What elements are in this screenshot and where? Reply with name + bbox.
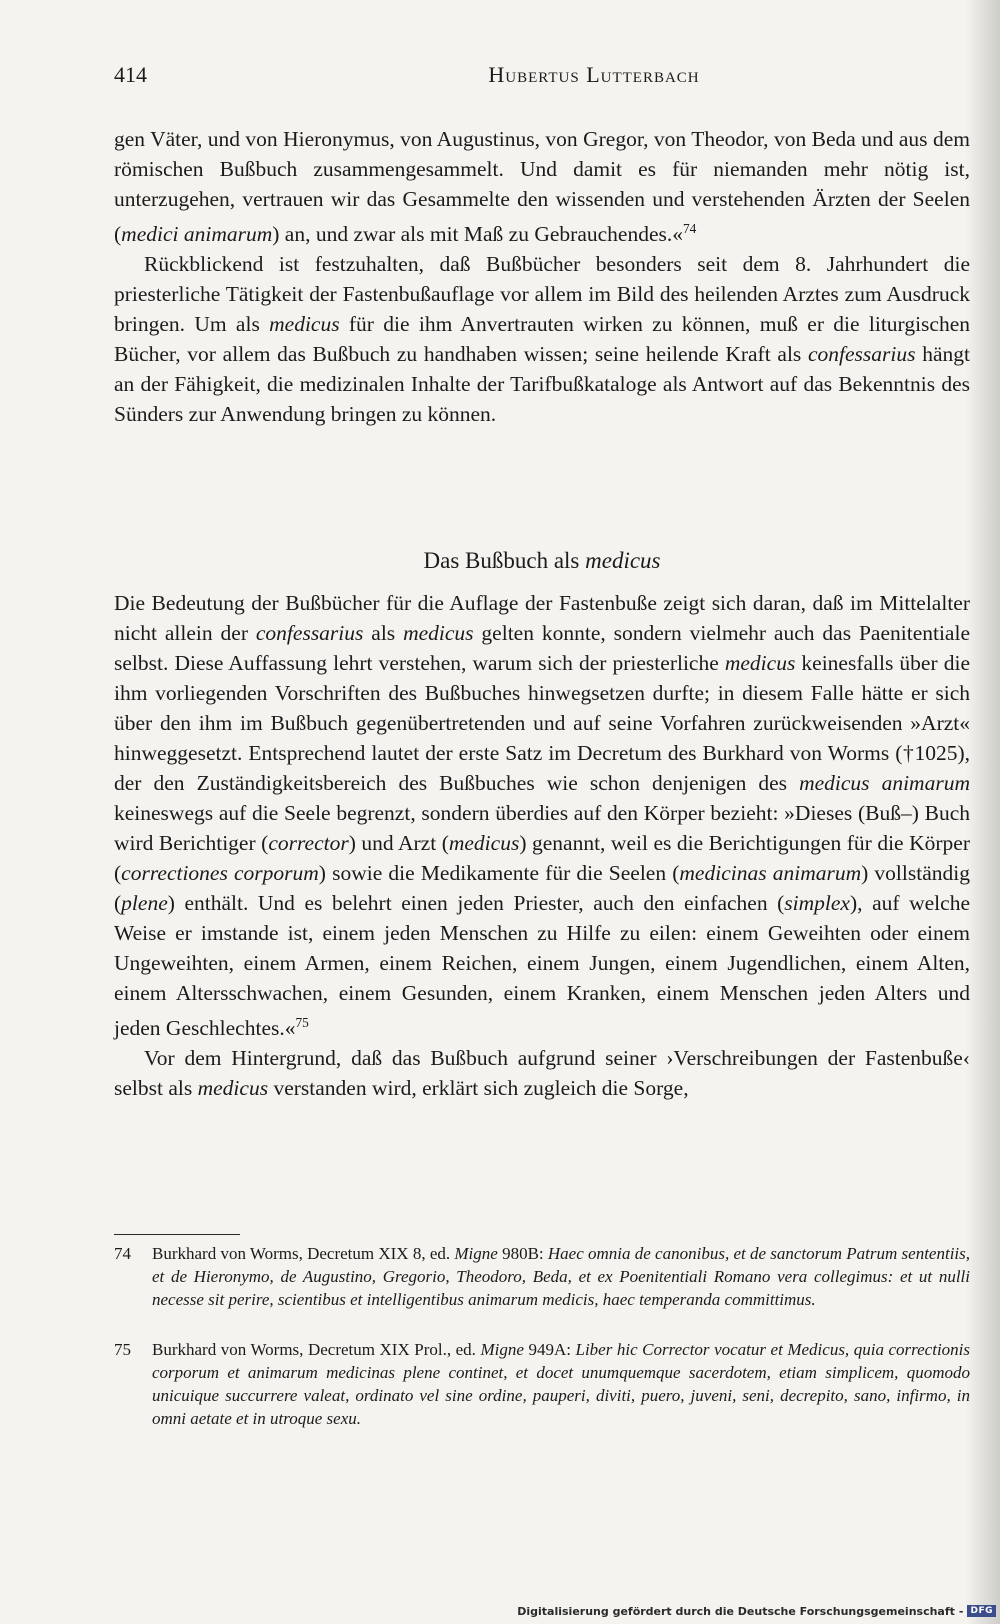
digitization-notice: Digitalisierung gefördert durch die Deutsche Forschungsgemeinschaft - DFG	[517, 1602, 996, 1620]
italic-run: medicus	[403, 621, 474, 645]
italic-run: confessarius	[808, 342, 916, 367]
running-head: Hubertus Lutterbach	[488, 62, 700, 87]
text-run: als	[363, 621, 404, 645]
italic-run: medicus	[197, 1076, 269, 1101]
footnote-75	[114, 1338, 970, 1430]
paragraph	[114, 588, 970, 1043]
footnote-text	[152, 1338, 970, 1430]
italic-run: simplex	[784, 891, 850, 915]
text-run: Das Bußbuch als	[423, 548, 586, 573]
text-run: ) genannt, weil es die Berichtigungen für die Körper (	[114, 831, 970, 885]
italic-run: medicus	[269, 312, 340, 337]
text-run: Vor dem Hintergrund, daß das Bußbuch aufgrund seiner ›Verschreibungen der Fastenbuße‹ selbst als	[114, 1046, 970, 1101]
italic-run: medicus	[724, 651, 796, 675]
text-run: keinesfalls über die ihm vorliegenden Vorschriften des Bußbuches hinwegsetzen durfte; in diesem Falle hätte er sich über den ihm im Bußbuch gegenübertretenden und auf seine Vorfahren zurückweisenden »Arzt« hinweggesetzt. Entsprechend lautet der erste Satz im Decretum des Burkhard von Worms (†1025), der den Zuständigkeitsbereich des Bußbuches wie schon denjenigen des	[114, 651, 970, 795]
text-run: gen Väter, und von Hieronymus, von Augustinus, von Gregor, von Theodor, von Beda und aus dem römischen Bußbuch zusammengesammelt. Und damit es für niemanden mehr nötig ist, unterzugehen, vertrauen wir das Gesammelte den wissenden und verstehenden Ärzten der Seelen (	[114, 127, 970, 247]
italic-run: Liber hic Corrector vocatur et Medicus, quia correctionis corporum et animarum medicinas plene continet, et docet unumquemque sacerdotem, etiam simplicem, quomodo unicuique succurrere valeat, ordinato vel sine ordine, pauperi, diviti, puero, juveni, seni, decrepito, sano, infirmo, in omni aetate et in utroque sexu.	[152, 1340, 971, 1428]
italic-run: confessarius	[255, 621, 364, 645]
page-number: 414	[114, 62, 147, 87]
text-run: ), auf welche Weise er imstande ist, einem jeden Menschen zu Hilfe zu eilen: einem Geweihten oder einem Ungeweihten, einem Armen, einem Reichen, einem Jungen, einem Jugendlichen, einem Alten, einem Altersschwachen, einem Gesunden, einem Kranken, einem Menschen jeden Alters und jeden Geschlechtes.«	[114, 891, 970, 1041]
text-run: Burkhard von Worms, Decretum XIX 8, ed.	[152, 1244, 455, 1263]
italic-run: plene	[121, 891, 168, 915]
section-heading	[114, 548, 970, 574]
text-run: hängt an der Fähigkeit, die medizinalen Inhalte der Tarifbußkataloge als Antwort auf das Bekenntnis des Sünders zur Anwendung bringen zu können.	[114, 342, 970, 427]
text-run: ) sowie die Medikamente für die Seelen (	[318, 861, 680, 885]
footnote-ref: 75	[295, 1015, 309, 1030]
italic-run: medicinas animarum	[679, 861, 862, 885]
text-run: keineswegs auf die Seele begrenzt, sondern überdies auf den Körper bezieht: »Dieses (Buß–) Buch wird Berichtiger (	[114, 801, 970, 855]
text-run: Die Bedeutung der Bußbücher für die Auflage der Fastenbuße zeigt sich daran, daß im Mittelalter nicht allein der	[114, 591, 970, 645]
footnote-divider	[114, 1234, 240, 1235]
text-run: Burkhard von Worms, Decretum XIX Prol., ed.	[152, 1340, 481, 1359]
italic-run: medicus animarum	[799, 771, 970, 795]
italic-run: medicus	[585, 548, 661, 573]
footnote-ref: 74	[683, 221, 697, 236]
text-run: für die ihm Anvertrauten wirken zu können, muß er die liturgischen Bücher, vor allem das Bußbuch zu handhaben wissen; seine heilende Kraft als	[114, 312, 970, 367]
text-run: 949A:	[523, 1340, 576, 1359]
italic-run: Migne	[480, 1340, 524, 1359]
text-run: gelten konnte, sondern vielmehr auch das Paenitentiale selbst. Diese Auffassung lehrt verstehen, warum sich der priesterliche	[114, 621, 970, 675]
footnote-74	[114, 1242, 970, 1311]
body-text-lower	[114, 588, 970, 1103]
italic-run: Haec omnia de canonibus, et de sanctorum Patrum sententiis, et de Hieronymo, de Augustino, Gregorio, Theodoro, Beda, et ex Poenitentiali Romano vera collegimus: et ut nulli necesse sit perire, scientibus et intelligentibus animarum medicis, haec temperanda committimus.	[152, 1244, 971, 1309]
text-run: ) und Arzt (	[348, 831, 449, 855]
dfg-logo-icon: DFG	[967, 1605, 996, 1617]
text-run: 980B:	[497, 1244, 548, 1263]
text-run: verstanden wird, erklärt sich zugleich die Sorge,	[268, 1076, 689, 1101]
page-edge-shadow	[966, 0, 1000, 1624]
text-run: ) enthält. Und es belehrt einen jeden Priester, auch den einfachen (	[167, 891, 785, 915]
text-run: ) an, und zwar als mit Maß zu Gebrauchendes.«	[272, 222, 683, 247]
italic-run: corrector	[268, 831, 349, 855]
footnote-number: 75	[114, 1340, 131, 1359]
paragraph	[114, 1043, 970, 1103]
text-run: Rückblickend ist festzuhalten, daß Bußbücher besonders seit dem 8. Jahrhundert die priesterliche Tätigkeit der Fastenbußauflage vor allem im Bild des heilenden Arztes zum Ausdruck bringen. Um als	[114, 252, 970, 337]
body-text-upper	[114, 124, 970, 429]
paragraph	[114, 249, 970, 429]
italic-run: correctiones corporum	[121, 861, 319, 885]
italic-run: Migne	[454, 1244, 498, 1263]
page-header	[114, 62, 970, 94]
footnote-text	[152, 1242, 970, 1311]
digitization-notice-text: Digitalisierung gefördert durch die Deutsche Forschungsgemeinschaft	[517, 1604, 955, 1618]
italic-run: medicus	[448, 831, 520, 855]
footnote-number: 74	[114, 1244, 131, 1263]
paragraph	[114, 124, 970, 249]
text-run: ) vollständig (	[114, 861, 970, 915]
italic-run: medici animarum	[121, 222, 273, 247]
